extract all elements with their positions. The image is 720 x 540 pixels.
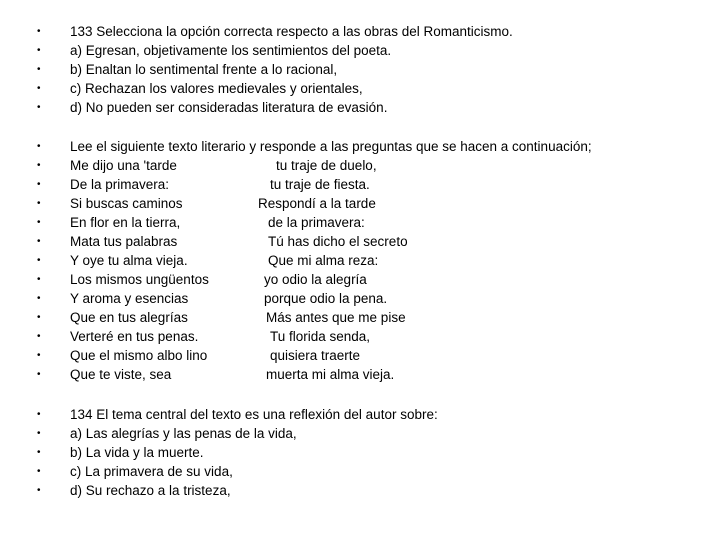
intro-text: Lee el siguiente texto literario y responde a las preguntas que se hacen a continuación; bbox=[70, 139, 592, 154]
bullet: • bbox=[37, 217, 41, 228]
bullet: • bbox=[37, 274, 41, 285]
bullet: • bbox=[37, 83, 41, 94]
question-text: 133 Selecciona la opción correcta respecto a las obras del Romanticismo. bbox=[70, 24, 513, 39]
poem-left: Los mismos ungüentos bbox=[70, 272, 209, 287]
bullet: • bbox=[37, 293, 41, 304]
option-text: b) La vida y la muerte. bbox=[70, 445, 204, 460]
bullet: • bbox=[37, 409, 41, 420]
bullet: • bbox=[37, 64, 41, 75]
bullet: • bbox=[37, 236, 41, 247]
bullet: • bbox=[37, 255, 41, 266]
poem-right: tu traje de duelo, bbox=[276, 158, 377, 173]
poem-right: Más antes que me pise bbox=[266, 310, 406, 325]
poem-right: yo odio la alegría bbox=[264, 272, 367, 287]
poem-left: Que el mismo albo lino bbox=[70, 348, 208, 363]
poem-right: tu traje de fiesta. bbox=[270, 177, 370, 192]
bullet: • bbox=[37, 369, 41, 380]
poem-left: Y oye tu alma vieja. bbox=[70, 253, 188, 268]
poem-left: Me dijo una 'tarde bbox=[70, 158, 177, 173]
poem-left: En flor en la tierra, bbox=[70, 215, 181, 230]
bullet: • bbox=[37, 160, 41, 171]
poem-left: Y aroma y esencias bbox=[70, 291, 189, 306]
poem-right: quisiera traerte bbox=[270, 348, 361, 363]
poem-left: Mata tus palabras bbox=[70, 234, 178, 249]
bullet: • bbox=[37, 45, 41, 56]
poem-left: Si buscas caminos bbox=[70, 196, 183, 211]
bullet: • bbox=[37, 466, 41, 477]
bullet: • bbox=[37, 179, 41, 190]
bullet: • bbox=[37, 312, 41, 323]
bullet: • bbox=[37, 141, 41, 152]
poem-left: Que en tus alegrías bbox=[70, 310, 188, 325]
bullet: • bbox=[37, 350, 41, 361]
option-text: d) Su rechazo a la tristeza, bbox=[70, 483, 231, 498]
option-text: b) Enaltan lo sentimental frente a lo racional, bbox=[70, 62, 338, 77]
option-text: c) La primavera de su vida, bbox=[70, 464, 233, 479]
option-text: a) Las alegrías y las penas de la vida, bbox=[70, 426, 297, 441]
poem-right: muerta mi alma vieja. bbox=[266, 367, 395, 382]
poem-right: Que mi alma reza: bbox=[268, 253, 379, 268]
poem-left: Que te viste, sea bbox=[70, 367, 172, 382]
bullet: • bbox=[37, 447, 41, 458]
bullet: • bbox=[37, 485, 41, 496]
poem-right: Tu florida senda, bbox=[270, 329, 371, 344]
bullet: • bbox=[37, 198, 41, 209]
poem-left: De la primavera: bbox=[70, 177, 170, 192]
poem-right: de la primavera: bbox=[268, 215, 365, 230]
option-text: c) Rechazan los valores medievales y orientales, bbox=[70, 81, 363, 96]
option-text: a) Egresan, objetivamente los sentimientos del poeta. bbox=[70, 43, 392, 58]
poem-left: Verteré en tus penas. bbox=[70, 329, 199, 344]
bullet: • bbox=[37, 102, 41, 113]
option-text: d) No pueden ser consideradas literatura de evasión. bbox=[70, 100, 388, 115]
poem-right: porque odio la pena. bbox=[264, 291, 388, 306]
question-text: 134 El tema central del texto es una reflexión del autor sobre: bbox=[70, 407, 438, 422]
bullet: • bbox=[37, 428, 41, 439]
poem-right: Tú has dicho el secreto bbox=[268, 234, 408, 249]
bullet: • bbox=[37, 331, 41, 342]
bullet: • bbox=[37, 26, 41, 37]
poem-right: Respondí a la tarde bbox=[258, 196, 376, 211]
